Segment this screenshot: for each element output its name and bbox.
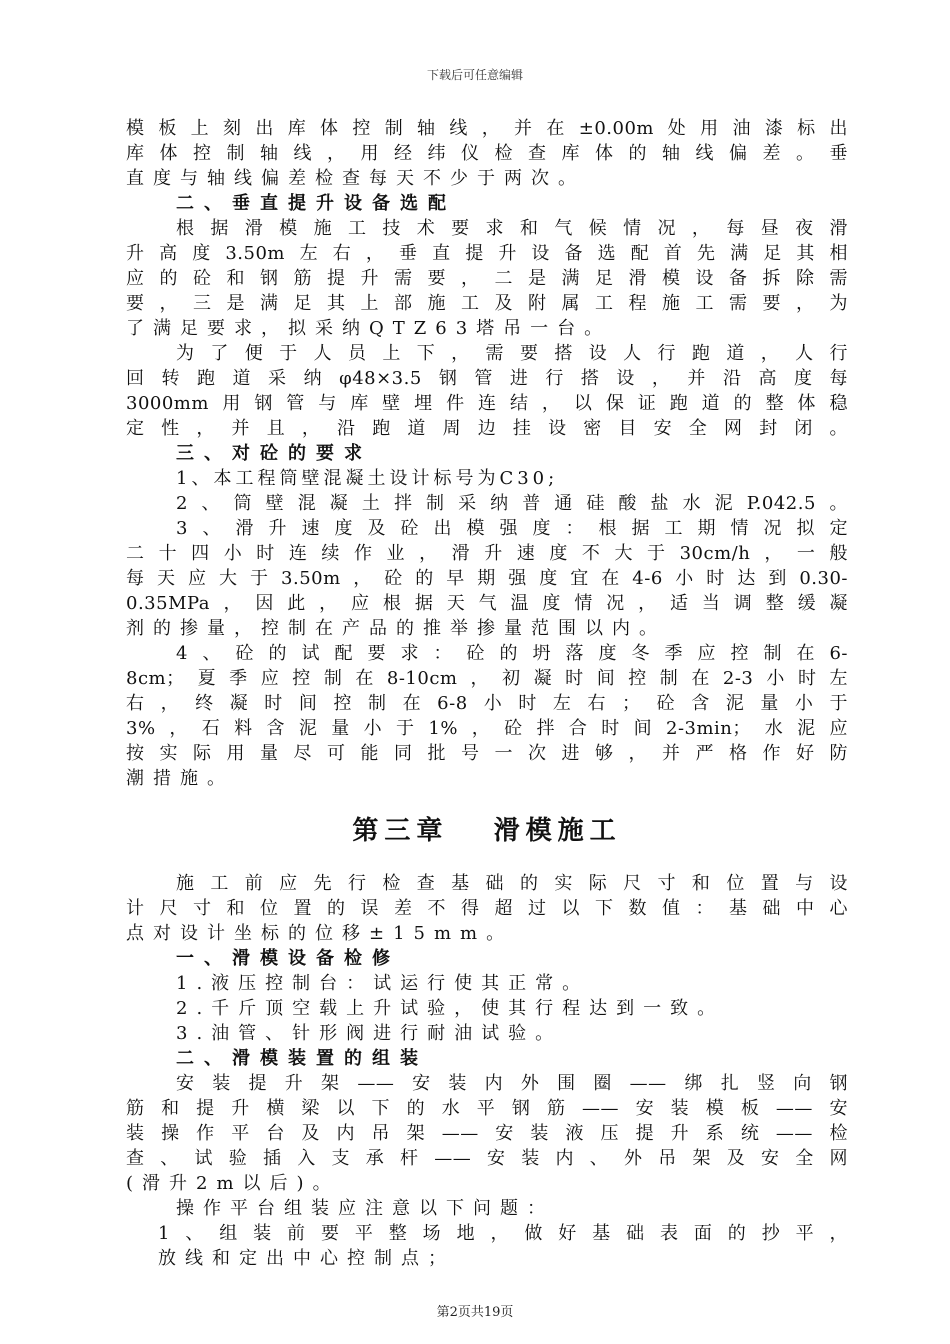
- paragraph-line: 施工前应先行检查基础的实际尺寸和位置与设: [176, 873, 848, 894]
- paragraph-line: 计尺寸和位置的误差不得超过以下数值：基础中心: [126, 898, 848, 919]
- paragraph-line: 安装提升架——安装内外围圈——绑扎竖向钢: [176, 1073, 848, 1094]
- paragraph-line: 点对设计坐标的位移±15mm。: [126, 923, 514, 944]
- list-item: 4、砼的试配要求：砼的坍落度冬季应控制在6-: [176, 643, 848, 664]
- page-header: 下载后可任意编辑: [426, 68, 523, 82]
- paragraph-line: 按实际用量尽可能同批号一次进够，并严格作好防: [126, 743, 848, 764]
- paragraph-line: 3000mm用钢管与库壁埋件连结，以保证跑道的整体稳: [126, 393, 848, 414]
- paragraph-line: 8cm；夏季应控制在8-10cm，初凝时间控制在2-3小时左: [126, 668, 848, 689]
- paragraph-line: 操作平台组装应注意以下问题：: [176, 1198, 554, 1219]
- paragraph-line: 0.35MPa，因此，应根据天气温度情况，适当调整缓凝: [126, 593, 848, 614]
- paragraph-line: 右，终凝时间控制在6-8小时左右；砼含泥量小于: [126, 693, 848, 714]
- paragraph-line: 3%，石料含泥量小于1%，砼拌合时间2-3min；水泥应: [126, 718, 848, 739]
- list-item: 1、组装前要平整场地，做好基础表面的抄平，: [158, 1223, 848, 1244]
- section-heading: 三、对砼的要求: [176, 443, 372, 464]
- section-heading: 二、滑模装置的组装: [176, 1048, 428, 1069]
- paragraph-line: 每天应大于3.50m，砼的早期强度宜在4-6小时达到0.30-: [126, 568, 848, 589]
- list-item: 1.液压控制台：试运行使其正常。: [176, 973, 590, 994]
- paragraph-line: 潮措施。: [126, 768, 234, 789]
- paragraph-line: 剂的掺量，控制在产品的推举掺量范围以内。: [126, 618, 666, 639]
- page-footer: 第2页共19页: [436, 1305, 514, 1320]
- list-item: 3、滑升速度及砼出模强度：根据工期情况拟定: [176, 518, 848, 539]
- paragraph-line: 模板上刻出库体控制轴线，并在±0.00m处用油漆标出: [126, 118, 848, 139]
- paragraph-line: (滑升2m以后)。: [126, 1173, 340, 1194]
- list-item: 1、本工程筒壁混凝土设计标号为C30;: [176, 468, 559, 489]
- paragraph-line: 库体控制轴线，用经纬仪检查库体的轴线偏差。垂: [126, 143, 848, 164]
- paragraph-line: 根据滑模施工技术要求和气候情况，每昼夜滑: [176, 218, 848, 239]
- paragraph-line: 为了便于人员上下，需要搭设人行跑道，人行: [176, 343, 848, 364]
- paragraph-line: 升高度3.50m左右，垂直提升设备选配首先满足其相: [126, 243, 848, 264]
- paragraph-line: 放线和定出中心控制点；: [158, 1248, 455, 1269]
- paragraph-line: 要，三是满足其上部施工及附属工程施工需要，为: [126, 293, 848, 314]
- paragraph-line: 了满足要求，拟采纳QTZ63塔吊一台。: [126, 318, 612, 339]
- list-item: 2、筒壁混凝土拌制采纳普通硅酸盐水泥P.042.5。: [176, 493, 848, 514]
- paragraph-line: 回转跑道采纳φ48×3.5钢管进行搭设，并沿高度每: [126, 368, 848, 389]
- chapter-title: 第三章 滑模施工: [352, 816, 622, 846]
- list-item: 3.油管、针形阀进行耐油试验。: [176, 1023, 563, 1044]
- paragraph-line: 直度与轴线偏差检查每天不少于两次。: [126, 168, 585, 189]
- paragraph-line: 二十四小时连续作业，滑升速度不大于30cm/h，一般: [126, 543, 848, 564]
- paragraph-line: 查、试验插入支承杆——安装内、外吊架及安全网: [126, 1148, 848, 1169]
- list-item: 2.千斤顶空载上升试验，使其行程达到一致。: [176, 998, 725, 1019]
- paragraph-line: 筋和提升横梁以下的水平钢筋——安装模板——安: [126, 1098, 848, 1119]
- section-heading: 二、垂直提升设备选配: [176, 193, 456, 214]
- paragraph-line: 应的砼和钢筋提升需要，二是满足滑模设备拆除需: [126, 268, 848, 289]
- paragraph-line: 装操作平台及内吊架——安装液压提升系统——检: [126, 1123, 848, 1144]
- document-body: [126, 116, 848, 1271]
- section-heading: 一、滑模设备检修: [176, 948, 400, 969]
- paragraph-line: 定性，并且，沿跑道周边挂设密目安全网封闭。: [126, 418, 848, 439]
